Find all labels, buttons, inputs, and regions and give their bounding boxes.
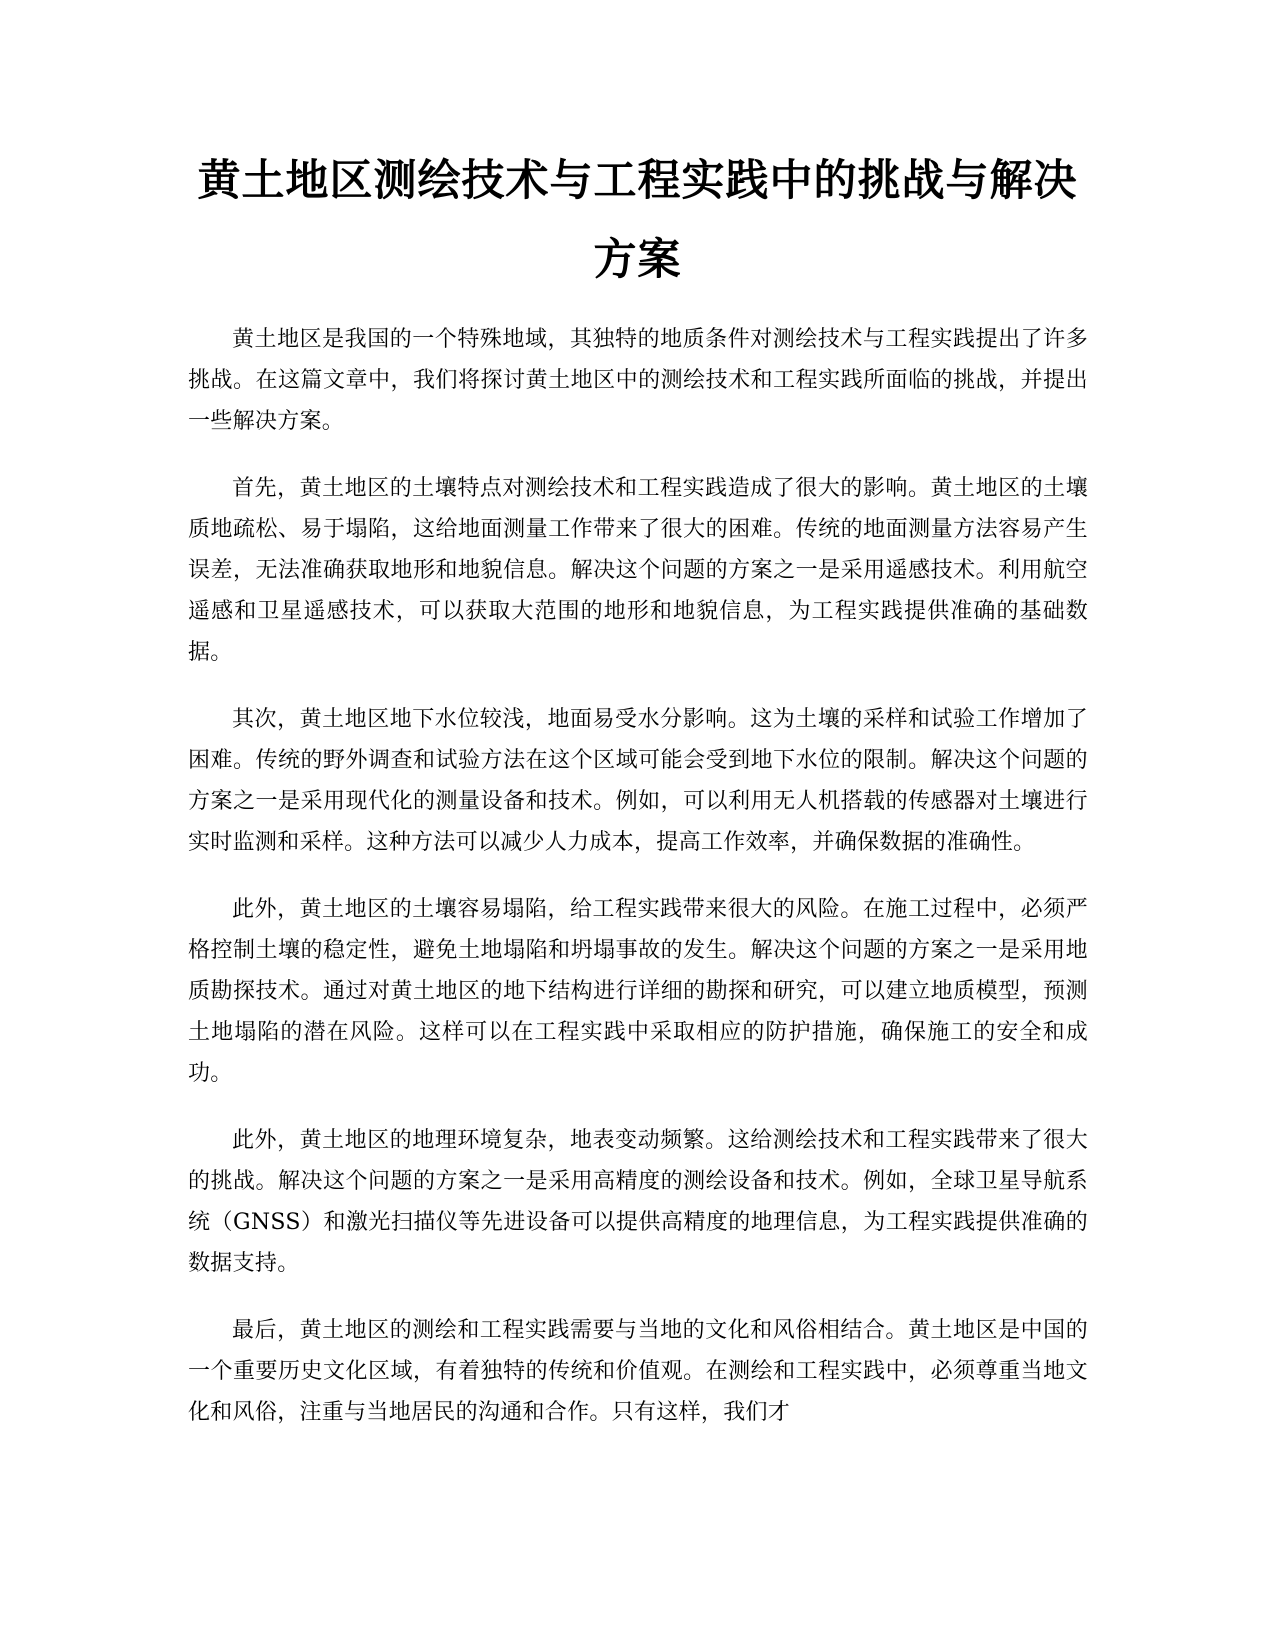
document-body [188,319,1088,1459]
document-title: 黄土地区测绘技术与工程实践中的挑战与解决方案 [197,156,1078,285]
paragraph-local-culture: 最后，黄土地区的测绘和工程实践需要与当地的文化和风俗相结合。黄土地区是中国的一个重要历史文化区域，有着独特的传统和价值观。在测绘和工程实践中，必须尊重当地文化和风俗，注重与当地居民的沟通和合作。只有这样，我们才 [188,1318,1088,1425]
paragraph-geographic-environment: 此外，黄土地区的地理环境复杂，地表变动频繁。这给测绘技术和工程实践带来了很大的挑战。解决这个问题的方案之一是采用高精度的测绘设备和技术。例如，全球卫星导航系统（GNSS）和激光扫描仪等先进设备可以提供高精度的地理信息，为工程实践提供准确的数据支持。 [188,1128,1088,1276]
paragraph-collapse-risk: 此外，黄土地区的土壤容易塌陷，给工程实践带来很大的风险。在施工过程中，必须严格控制土壤的稳定性，避免土地塌陷和坍塌事故的发生。解决这个问题的方案之一是采用地质勘探技术。通过对黄土地区的地下结构进行详细的勘探和研究，可以建立地质模型，预测土地塌陷的潜在风险。这样可以在工程实践中采取相应的防护措施，确保施工的安全和成功。 [188,897,1088,1086]
paragraph-soil-characteristics: 首先，黄土地区的土壤特点对测绘技术和工程实践造成了很大的影响。黄土地区的土壤质地疏松、易于塌陷，这给地面测量工作带来了很大的困难。传统的地面测量方法容易产生误差，无法准确获取地形和地貌信息。解决这个问题的方案之一是采用遥感技术。利用航空遥感和卫星遥感技术，可以获取大范围的地形和地貌信息，为工程实践提供准确的基础数据。 [188,476,1088,665]
paragraph-groundwater: 其次，黄土地区地下水位较浅，地面易受水分影响。这为土壤的采样和试验工作增加了困难。传统的野外调查和试验方法在这个区域可能会受到地下水位的限制。解决这个问题的方案之一是采用现代化的测量设备和技术。例如，可以利用无人机搭载的传感器对土壤进行实时监测和采样。这种方法可以减少人力成本，提高工作效率，并确保数据的准确性。 [188,707,1088,855]
paragraph-intro: 黄土地区是我国的一个特殊地域，其独特的地质条件对测绘技术与工程实践提出了许多挑战。在这篇文章中，我们将探讨黄土地区中的测绘技术和工程实践所面临的挑战，并提出一些解决方案。 [188,327,1088,434]
